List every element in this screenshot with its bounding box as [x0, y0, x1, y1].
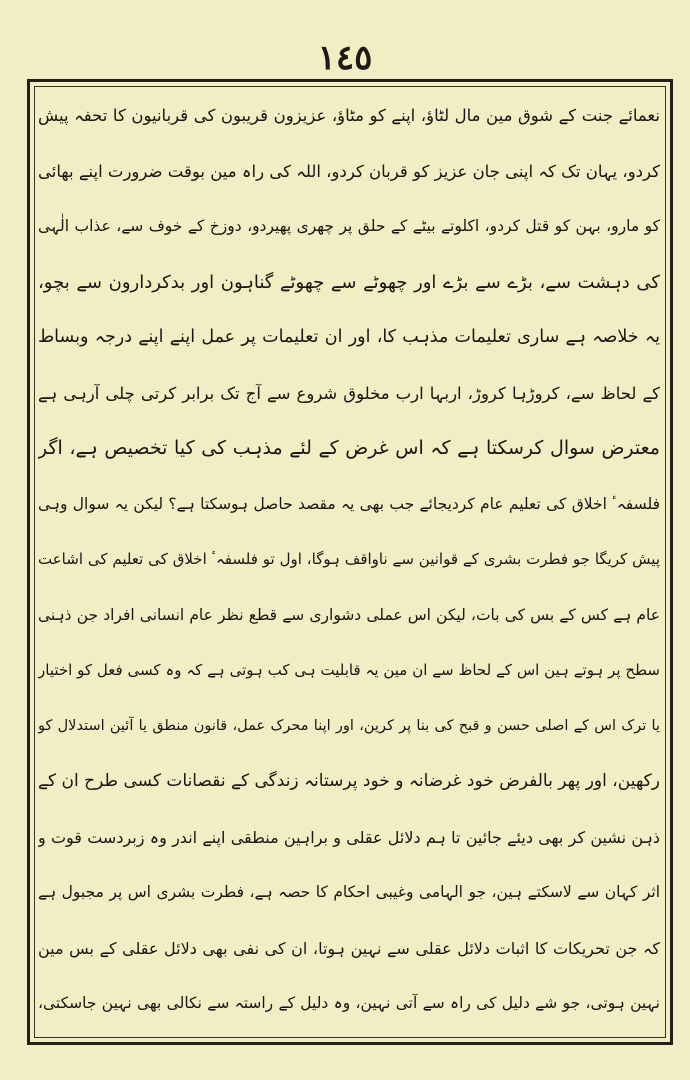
text-line: معترض سوال کرسکتا ہے کہ اس غرض کے لئے مذہب کی کیا تخصیص ہے، اگر: [38, 437, 660, 459]
text-line: کی دہشت سے، بڑے سے بڑے اور چھوٹے سے چھوٹے گناہون اور بدکردارون سے بچو،: [38, 271, 660, 293]
text-line: کو مارو، بہن کو قتل کردو، اکلوتے بیٹے کے حلق پر چھری پھیردو، دوزخ کے خوف سے، عذاب الٰہی: [38, 217, 660, 235]
text-line: رکھین، اور پھر بالفرض خود غرضانہ و خود پرستانہ زندگی کے نقصانات کسی طرح ان کے: [38, 771, 660, 791]
text-line: کہ جن تحریکات کا اثبات دلائل عقلی سے نہین ہوتا، ان کی نفی بھی دلائل عقلی کے بس مین: [38, 938, 660, 958]
text-line: عام ہے کس کے بس کی بات، لیکن اس عملی دشواری سے قطع نظر عام انسانی افراد جن ذہنی: [38, 605, 660, 624]
text-line: کردو، یہان تک کہ اپنی جان عزیز کو قربان کردو، اللہ کی راہ مین بوقت ضرورت اپنے بھائی: [38, 161, 660, 181]
text-line: کے لحاظ سے، کروڑہا کروڑ، اربہا ارب مخلوق شروع سے آج تک برابر کرتی چلی آرہی ہے: [38, 383, 660, 403]
body-text: [38, 88, 660, 1032]
text-line: نہین ہوتی، جو شے دلیل کی راہ سے آتی نہین، وہ دلیل کے راستہ سے نکالی بھی نہین جاسکتی،: [38, 994, 660, 1012]
text-line: یہ خلاصہ ہے ساری تعلیمات مذہب کا، اور ان تعلیمات پر عمل اپنے اپنے درجہ وبساط: [38, 327, 660, 347]
text-line: یا ترک اس کے اصلی حسن و قبح کی بنا پر کرین، اور اپنا محرک عمل، قانون منطق یا آئین استدلال کو: [38, 717, 660, 734]
text-line: پیش کریگا جو فطرت بشری کے قوانین سے ناواقف ہوگا، اول تو فلسفہٴ اخلاق کی تعلیم کی اشاعت: [38, 550, 660, 568]
text-line: نعمائے جنت کے شوق مین مال لٹاؤ، اپنے کو مٹاؤ، عزیزون قریبون کی قربانیون کا تحفہ پیش: [38, 106, 660, 125]
text-line: ذہن نشین کر بھی دیئے جائین تا ہم دلائل عقلی و براہین منطقی اپنے اندر وہ زبردست قوت و: [38, 827, 660, 847]
text-line: فلسفہٴ اخلاق کی تعلیم عام کردیجائے جب بھی یہ مقصد حاصل ہوسکتا ہے؟ لیکن یہ سوال وہی: [38, 494, 660, 513]
text-line: اثر کہان سے لاسکتے ہین، جو الہامی وغیبی احکام کا حصہ ہے، فطرت بشری اس پر مجبول ہے: [38, 883, 660, 901]
page-number: ١٤٥: [317, 38, 373, 78]
text-line: سطح پر ہوتے ہین اس کے لحاظ سے ان مین یہ قابلیت ہی کب ہوتی ہے کہ وہ کسی فعل کو اختیار: [38, 661, 660, 679]
